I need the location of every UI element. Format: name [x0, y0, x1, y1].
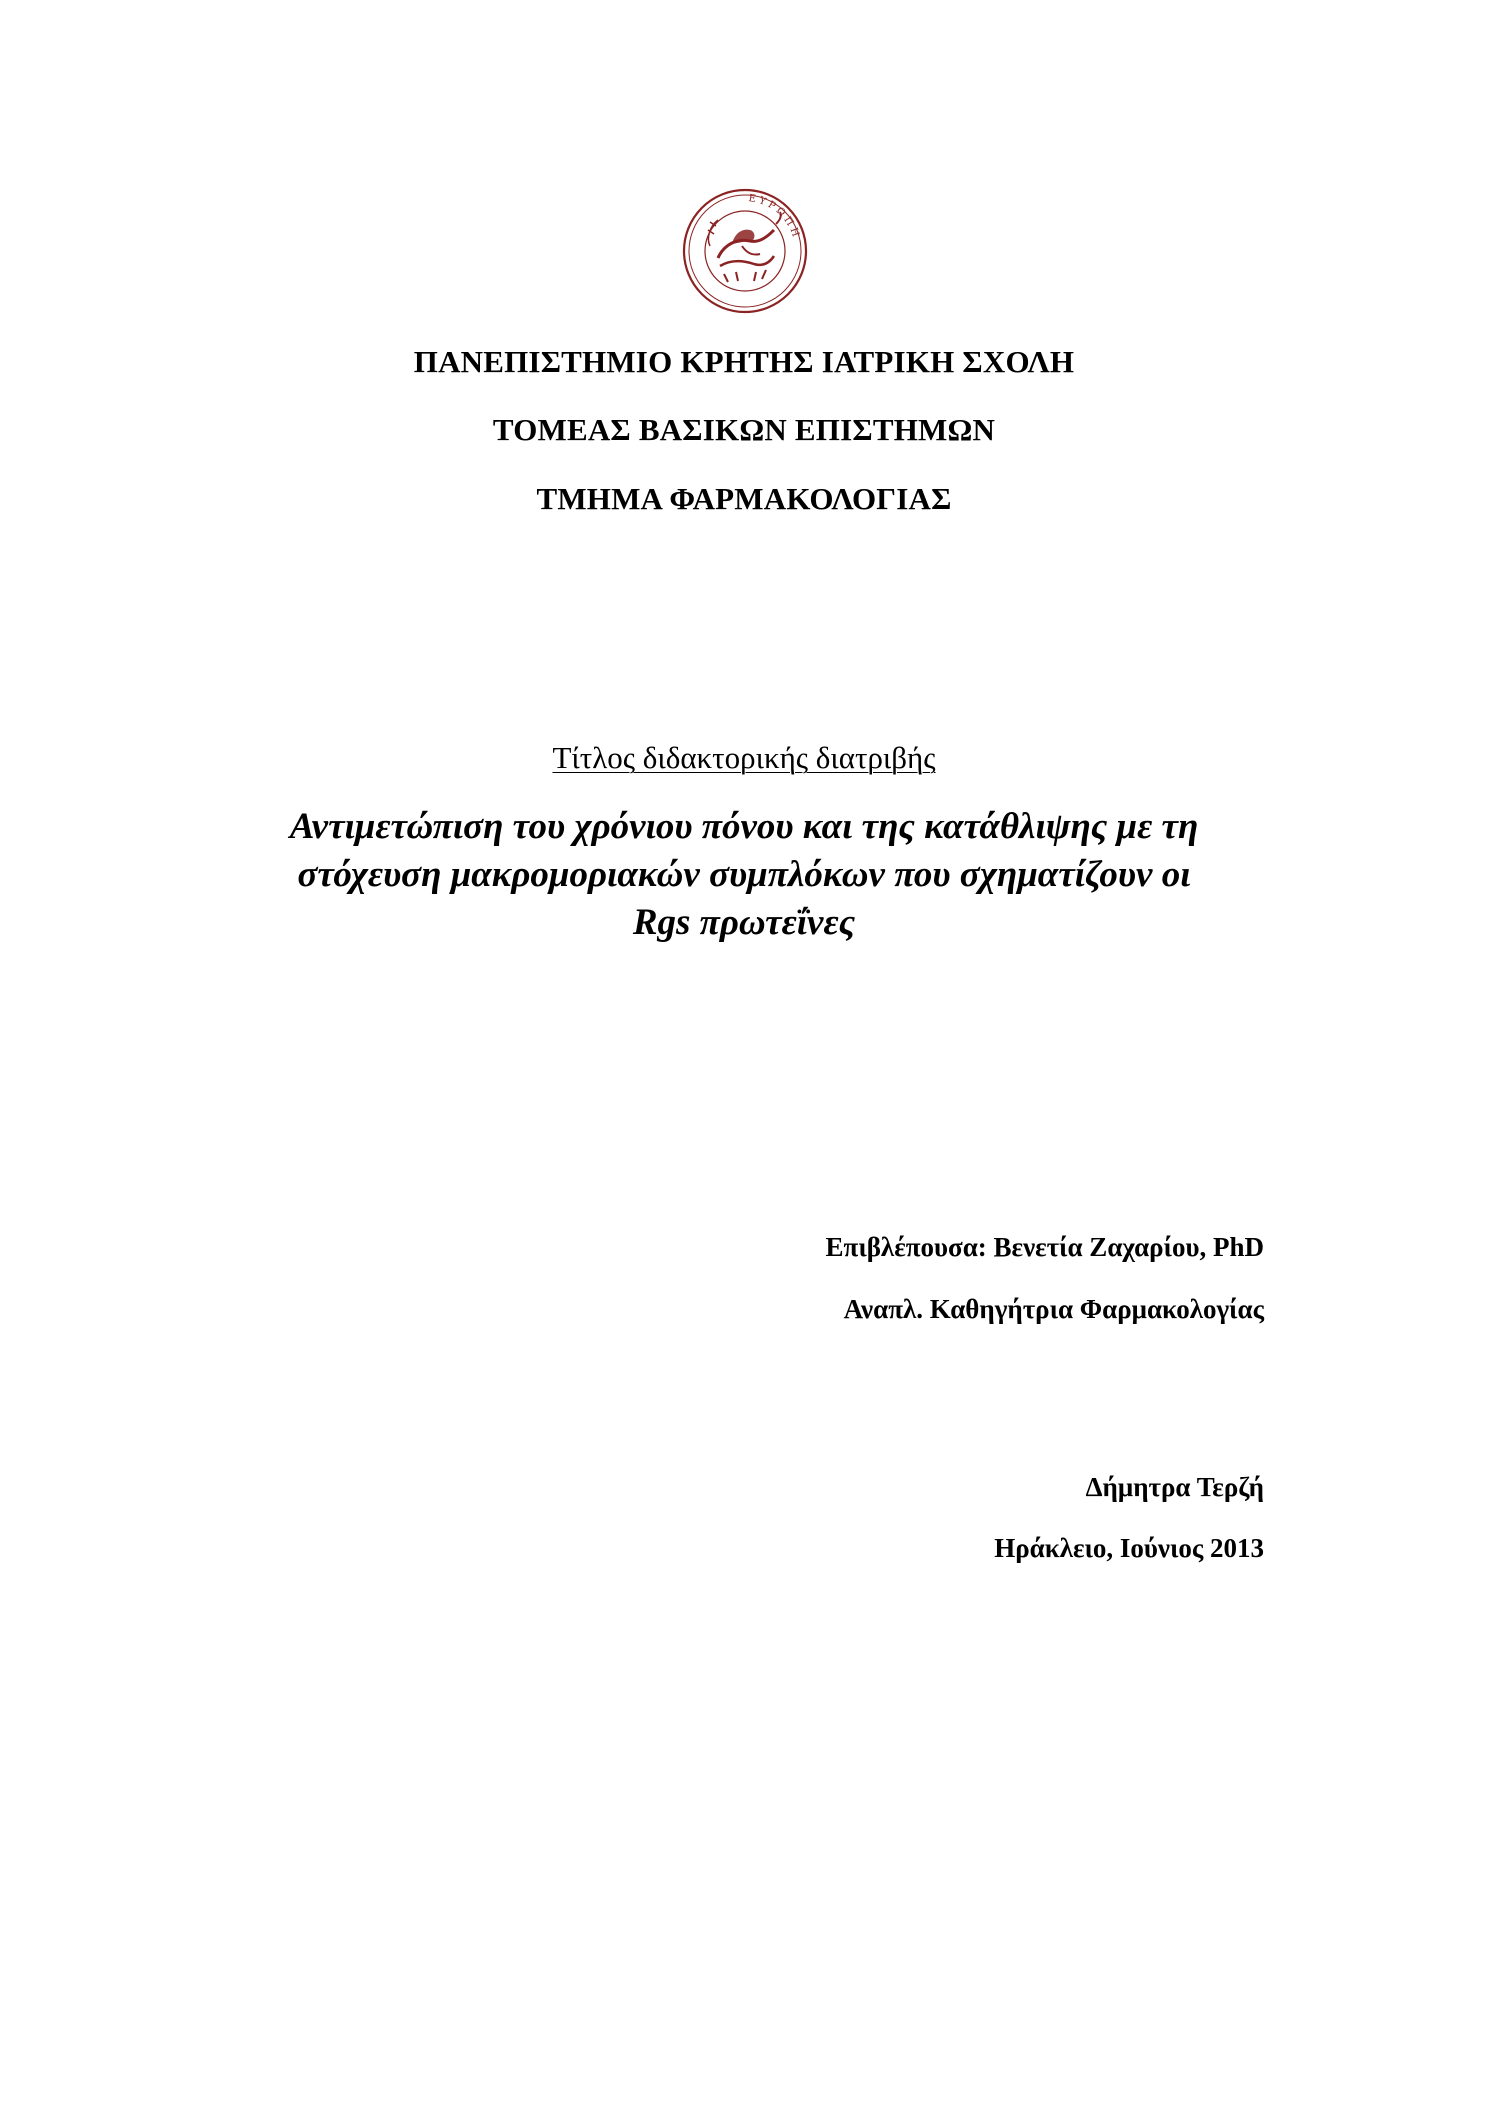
thesis-label: Τίτλος διδακτορικής διατριβής	[552, 740, 936, 775]
supervisor-name: Επιβλέπουσα: Βενετία Ζαχαρίου, PhD	[825, 1232, 1264, 1262]
sector-name: ΤΟΜΕΑΣ ΒΑΣΙΚΩΝ ΕΠΙΣΤΗΜΩΝ	[492, 412, 996, 447]
svg-text:ΕΥΡΩΠΗ: ΕΥΡΩΠΗ	[747, 192, 802, 242]
author-name: Δήμητρα Τερζή	[1085, 1472, 1264, 1502]
thesis-title-line-2: στόχευση μακρομοριακών συμπλόκων που σχηματίζουν οι	[297, 854, 1191, 895]
place-date: Ηράκλειο, Ιούνιος 2013	[994, 1533, 1264, 1563]
department-name: ΤΜΗΜΑ ΦΑΡΜΑΚΟΛΟΓΙΑΣ	[536, 481, 952, 516]
thesis-title-line-3: Rgs πρωτεΐνες	[632, 902, 856, 943]
supervisor-title: Αναπλ. Καθηγήτρια Φαρμακολογίας	[843, 1294, 1264, 1324]
thesis-title-line-1: Αντιμετώπιση του χρόνιου πόνου και της κατάθλιψης με τη	[289, 806, 1199, 847]
university-name: ΠΑΝΕΠΙΣΤΗΜΙΟ ΚΡΗΤΗΣ ΙΑΤΡΙΚΗ ΣΧΟΛΗ	[413, 344, 1075, 379]
university-seal-logo	[680, 186, 810, 316]
